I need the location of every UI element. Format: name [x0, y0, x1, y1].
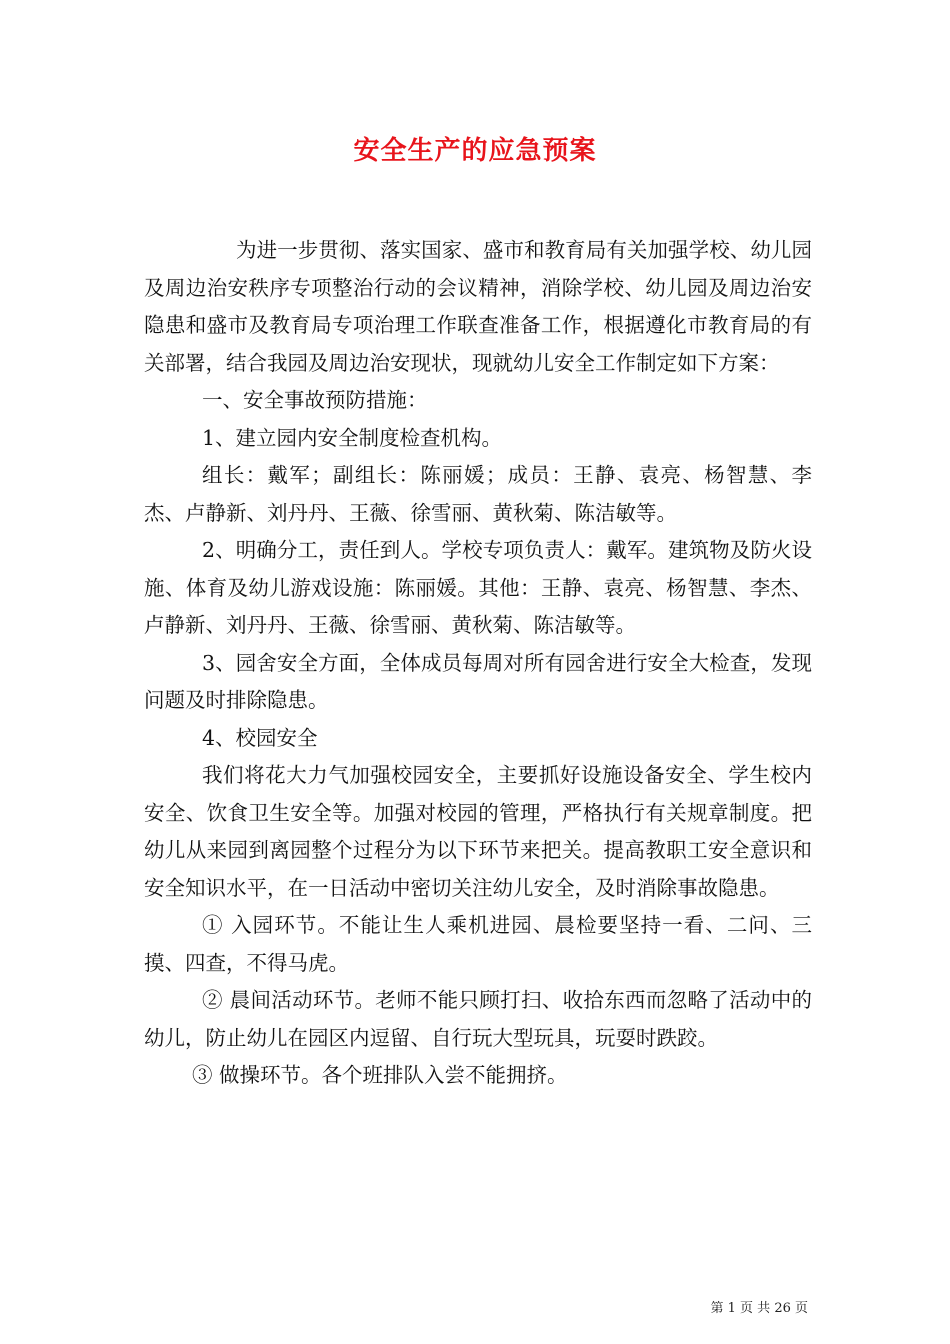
paragraph-step-3: ③ 做操环节。各个班排队入尝不能拥挤。: [192, 1063, 568, 1087]
document-title: 安全生产的应急预案: [353, 136, 597, 166]
paragraph-step-2: ② 晨间活动环节。老师不能只顾打扫、收拾东西而忽略了活动中的幼儿，防止幼儿在园区内逗留、自行玩大型玩具，玩耍时跌跤。: [144, 988, 812, 1050]
paragraph-item-4: 4、校园安全: [202, 725, 318, 750]
paragraph-item-2: 2、明确分工，责任到人。学校专项负责人：戴军。建筑物及防火设施、体育及幼儿游戏设施：陈丽媛。其他：王静、袁亮、杨智慧、李杰、卢静新、刘丹丹、王薇、徐雪丽、黄秋菊、陈洁敏等。: [144, 538, 812, 637]
page-number: 第 1 页 共 26 页: [710, 1301, 808, 1316]
paragraph-section-heading: 一、安全事故预防措施：: [202, 388, 428, 412]
paragraph-members: 组长：戴军；副组长：陈丽媛；成员：王静、袁亮、杨智慧、李杰、卢静新、刘丹丹、王薇、徐雪丽、黄秋菊、陈洁敏等。: [144, 463, 812, 525]
paragraph-intro: 为进一步贯彻、落实国家、盛市和教育局有关加强学校、幼儿园及周边治安秩序专项整治行动的会议精神，消除学校、幼儿园及周边治安隐患和盛市及教育局专项治理工作联查准备工作，根据遵化市教育局的有关部署，结合我园及周边治安现状，现就幼儿安全工作制定如下方案：: [144, 238, 812, 375]
document-body: [144, 232, 812, 1095]
paragraph-step-1: ① 入园环节。不能让生人乘机进园、晨检要坚持一看、二问、三摸、四查，不得马虎。: [144, 913, 812, 975]
paragraph-item-3: 3、园舍安全方面，全体成员每周对所有园舍进行安全大检查，发现问题及时排除隐患。: [144, 650, 812, 712]
paragraph-campus-safety: 我们将花大力气加强校园安全，主要抓好设施设备安全、学生校内安全、饮食卫生安全等。加强对校园的管理，严格执行有关规章制度。把幼儿从来园到离园整个过程分为以下环节来把关。提高教职工安全意识和安全知识水平，在一日活动中密切关注幼儿安全，及时消除事故隐患。: [144, 763, 812, 900]
paragraph-item-1: 1、建立园内安全制度检查机构。: [202, 425, 503, 450]
